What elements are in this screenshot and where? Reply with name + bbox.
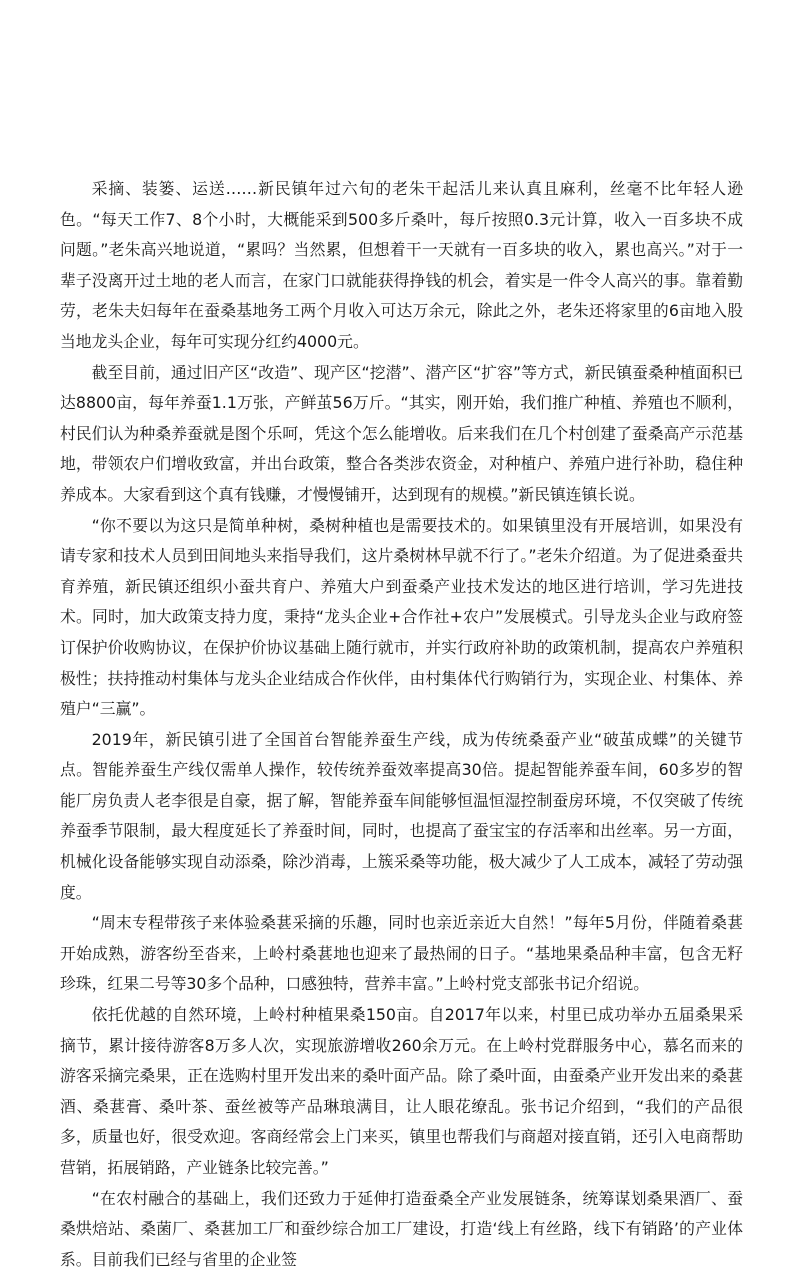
article-body: [60, 174, 743, 1275]
paragraph-2: 截至目前，通过旧产区“改造”、现产区“挖潜”、潜产区“扩容”等方式，新民镇蚕桑种植面积已达8800亩，每年养蚕1.1万张，产鲜茧56万斤。“其实，刚开始，我们推广种植、养殖也不顺利，村民们认为种桑养蚕就是图个乐呵，凭这个怎么能增收。后来我们在几个村创建了蚕桑高产示范基地，带领农户们增收致富，并出台政策，整合各类涉农资金，对种植户、养殖户进行补助，稳住种养成本。大家看到这个真有钱赚，才慢慢铺开，达到现有的规模。”新民镇连镇长说。: [60, 362, 743, 504]
paragraph-4: 2019年，新民镇引进了全国首台智能养蚕生产线，成为传统桑蚕产业“破茧成蝶”的关键节点。智能养蚕生产线仅需单人操作，较传统养蚕效率提高30倍。提起智能养蚕车间，60多岁的智能厂房负责人老李很是自豪，据了解，智能养蚕车间能够恒温恒湿控制蚕房环境，不仅突破了传统养蚕季节限制，最大程度延长了养蚕时间，同时，也提高了蚕宝宝的存活率和出丝率。另一方面，机械化设备能够实现自动添桑，除沙消毒，上簇采桑等功能，极大减少了人工成本，减轻了劳动强度。: [60, 729, 743, 902]
paragraph-5: “周末专程带孩子来体验桑葚采摘的乐趣，同时也亲近亲近大自然！”每年5月份，伴随着桑葚开始成熟，游客纷至沓来，上岭村桑葚地也迎来了最热闹的日子。“基地果桑品种丰富，包含无籽珍珠，红果二号等30多个品种，口感独特，营养丰富。”上岭村党支部张书记介绍说。: [60, 913, 743, 994]
paragraph-3: “你不要以为这只是简单种树，桑树种植也是需要技术的。如果镇里没有开展培训，如果没有请专家和技术人员到田间地头来指导我们，这片桑树林早就不行了。”老朱介绍道。为了促进桑蚕共育养殖，新民镇还组织小蚕共育户、养殖大户到蚕桑产业技术发达的地区进行培训，学习先进技术。同时，加大政策支持力度，秉持“龙头企业+合作社+农户”发展模式。引导龙头企业与政府签订保护价收购协议，在保护价协议基础上随行就市，并实行政府补助的政策机制，提高农户养殖积极性；扶持推动村集体与龙头企业结成合作伙伴，由村集体代行购销行为，实现企业、村集体、养殖户“三赢”。: [60, 515, 743, 719]
paragraph-7: “在农村融合的基础上，我们还致力于延伸打造蚕桑全产业发展链条，统筹谋划桑果酒厂、蚕桑烘焙站、桑菌厂、桑葚加工厂和蚕纱综合加工厂建设，打造‘线上有丝路，线下有销路’的产业体系。目前我们已经与省里的企业签: [60, 1188, 743, 1269]
paragraph-1: 采摘、装篓、运送……新民镇年过六旬的老朱干起活儿来认真且麻利，丝毫不比年轻人逊色。“每天工作7、8个小时，大概能采到500多斤桑叶，每斤按照0.3元计算，收入一百多块不成问题。”老朱高兴地说道，“累吗？当然累，但想着干一天就有一百多块的收入，累也高兴。”对于一辈子没离开过土地的老人而言，在家门口就能获得挣钱的机会，着实是一件令人高兴的事。靠着勤劳，老朱夫妇每年在蚕桑基地务工两个月收入可达万余元，除此之外，老朱还将家里的6亩地入股当地龙头企业，每年可实现分红约4000元。: [60, 179, 743, 351]
paragraph-6: 依托优越的自然环境，上岭村种植果桑150亩。自2017年以来，村里已成功举办五届桑果采摘节，累计接待游客8万多人次，实现旅游增收260余万元。在上岭村党群服务中心，慕名而来的游客采摘完桑果，正在选购村里开发出来的桑叶面产品。除了桑叶面，由蚕桑产业开发出来的桑葚酒、桑葚膏、桑叶茶、蚕丝被等产品琳琅满目，让人眼花缭乱。张书记介绍到，“我们的产品很多，质量也好，很受欢迎。客商经常会上门来买，镇里也帮我们与商超对接直销，还引入电商帮助营销，拓展销路，产业链条比较完善。”: [60, 1005, 743, 1177]
